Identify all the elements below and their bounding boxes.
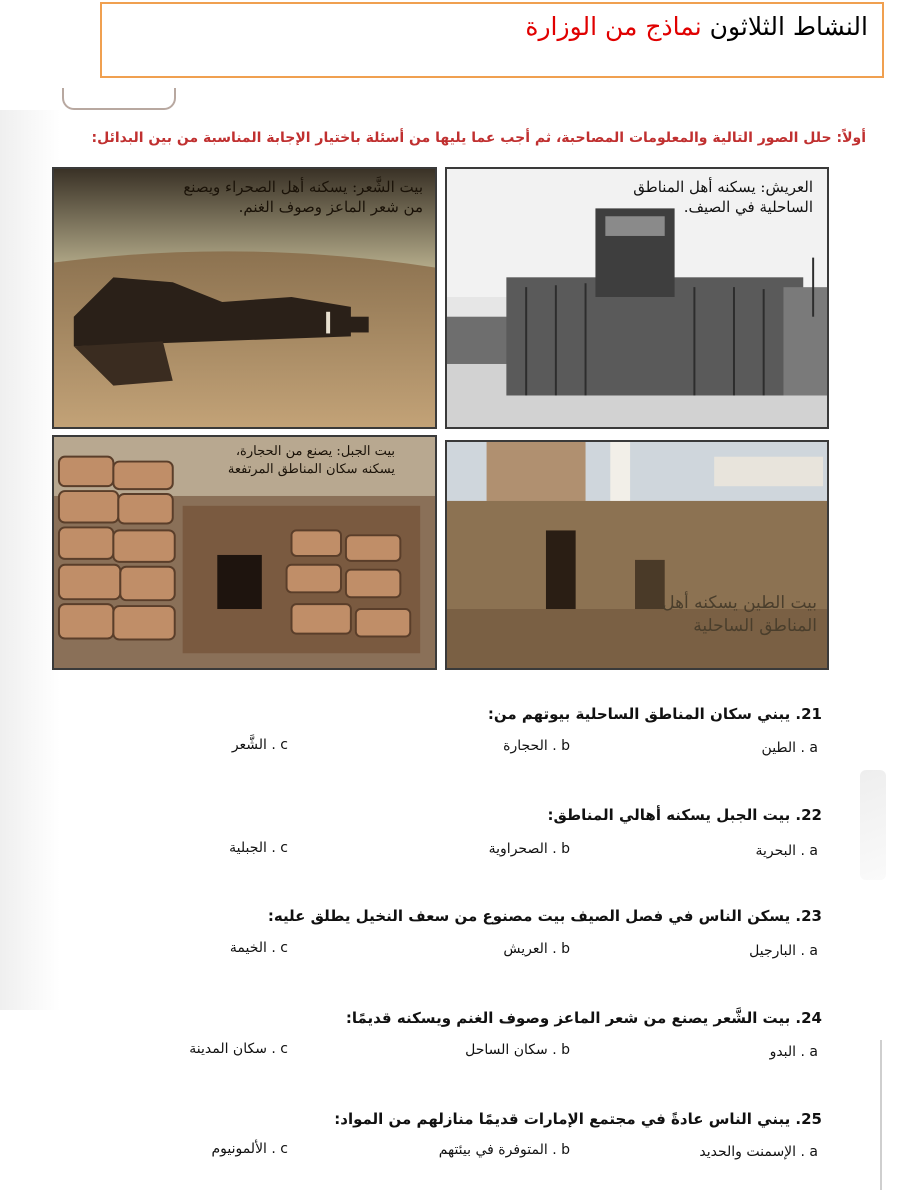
photo-mountain-caption: بيت الجبل: يصنع من الحجارة، يسكنه سكان المناطق المرتفعة <box>227 444 395 477</box>
question-21: 21. يبني سكان المناطق الساحلية بيوتهم من: <box>487 705 822 723</box>
question-22-option-c[interactable]: c . الجبلية <box>229 840 288 856</box>
question-24: 24. بيت الشَّعر يصنع من شعر الماعز وصوف الغنم ويسكنه قديمًا: <box>345 1009 822 1027</box>
activity-title <box>525 12 868 41</box>
question-25-option-c[interactable]: c . الألمونيوم <box>211 1141 288 1157</box>
photo-mud-caption: بيت الطين يسكنه أهل المناطق الساحلية <box>662 593 817 636</box>
question-25-option-a[interactable]: a . الإسمنت والحديد <box>699 1144 818 1160</box>
question-23-option-a[interactable]: a . البارجيل <box>749 943 818 959</box>
question-23-option-c[interactable]: c . الخيمة <box>229 940 288 956</box>
question-24-option-a[interactable]: a . البدو <box>769 1044 818 1060</box>
photo-tent-caption: بيت الشَّعر: يسكنه أهل الصحراء ويصنع من شعر الماعز وصوف الغنم. <box>183 178 423 217</box>
question-21-option-c[interactable]: c . الشَّعر <box>231 737 288 753</box>
photo-arish <box>445 167 829 429</box>
question-22-option-a[interactable]: a . البحرية <box>755 843 818 859</box>
photo-arish-caption: العريش: يسكنه أهل المناطق الساحلية في الصيف. <box>633 178 813 217</box>
scan-edge-shadow <box>0 110 60 1010</box>
photo-mountain <box>52 435 437 670</box>
activity-title-number: النشاط الثلاثون <box>709 12 868 41</box>
scan-edge-mark <box>860 770 886 880</box>
decorative-tab <box>62 88 176 110</box>
photo-tent <box>52 167 437 429</box>
instruction-text: أولاً: حلل الصور التالية والمعلومات المصاحبة، ثم أجب عما يليها من أسئلة باختيار الإجابة المناسبة من بين البدائل: <box>91 130 866 146</box>
question-21-option-b[interactable]: b . الحجارة <box>503 738 570 754</box>
photo-mud <box>445 440 829 670</box>
question-24-option-b[interactable]: b . سكان الساحل <box>465 1042 570 1058</box>
question-21-option-a[interactable]: a . الطين <box>761 740 818 756</box>
page-edge-line <box>880 1040 882 1190</box>
question-23-option-b[interactable]: b . العريش <box>503 941 570 957</box>
question-23: 23. يسكن الناس في فصل الصيف بيت مصنوع من سعف النخيل يطلق عليه: <box>267 907 822 925</box>
question-24-option-c[interactable]: c . سكان المدينة <box>189 1041 288 1057</box>
question-22-option-b[interactable]: b . الصحراوية <box>488 841 570 857</box>
question-22: 22. بيت الجبل يسكنه أهالي المناطق: <box>547 806 822 824</box>
question-25-option-b[interactable]: b . المتوفرة في بيئتهم <box>438 1142 570 1158</box>
activity-title-source: نماذج من الوزارة <box>525 12 702 41</box>
question-25: 25. يبني الناس عادةً في مجتمع الإمارات قديمًا منازلهم من المواد: <box>334 1110 822 1128</box>
activity-header-box <box>100 2 884 78</box>
